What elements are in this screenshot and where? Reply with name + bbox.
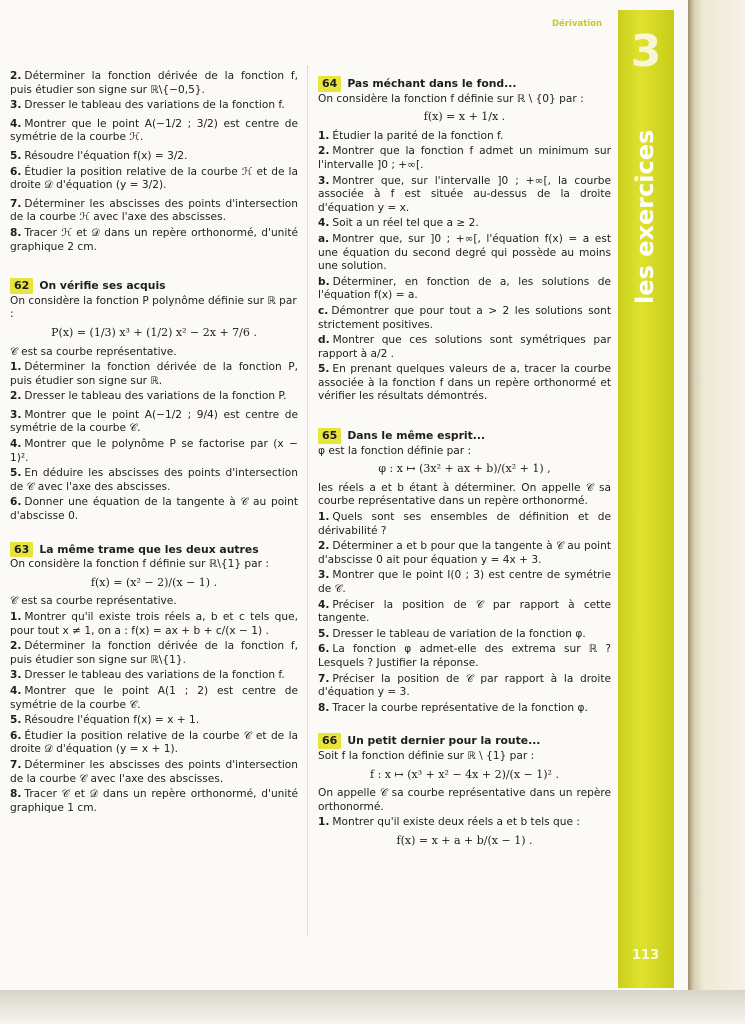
exercise-number-badge: 65 <box>318 428 341 444</box>
item-text: Résoudre l'équation f(x) = 3/2. <box>24 149 188 162</box>
item-number: 6. <box>10 496 22 509</box>
item-text: Résoudre l'équation f(x) = x + 1. <box>24 714 200 727</box>
formula: f(x) = (x² − 2)/(x − 1) . <box>90 575 218 589</box>
question-item <box>10 730 298 757</box>
formula: f(x) = x + 1/x . <box>423 110 506 124</box>
item-text: En prenant quelques valeurs de a, tracer la courbe associée à la fonction f dans un repère orthonormé et vérifier les résultats démontrés. <box>318 363 611 403</box>
question-item <box>318 628 611 642</box>
exercise-number-badge: 62 <box>10 278 33 294</box>
item-number: 6. <box>318 643 330 656</box>
item-number: 1. <box>318 511 330 524</box>
item-number: 7. <box>318 672 330 685</box>
question-item <box>10 611 298 638</box>
item-number: 4. <box>318 217 330 230</box>
item-number: 8. <box>10 788 22 801</box>
item-number: 3. <box>10 99 22 112</box>
item-number: 4. <box>318 598 330 611</box>
chapter-number: 3 <box>630 26 662 77</box>
item-number: b. <box>318 275 330 288</box>
item-text: Démontrer que pour tout a > 2 les solutions sont strictement positives. <box>318 304 611 331</box>
formula: P(x) = (1/3) x³ + (1/2) x² − 2x + 7/6 . <box>51 325 257 339</box>
item-text: Dresser le tableau des variations de la fonction f. <box>24 99 285 112</box>
question-item <box>10 409 298 436</box>
item-text: Préciser la position de 𝒞 par rapport à la droite d'équation y = 3. <box>318 672 611 699</box>
item-number: 1. <box>10 611 22 623</box>
question-item <box>318 702 611 716</box>
exercise-title: Un petit dernier pour la route... <box>347 734 541 748</box>
exercise-title: On vérifie ses acquis <box>39 279 166 293</box>
right-column <box>318 76 611 854</box>
question-item <box>10 685 298 712</box>
item-text: Montrer que ces solutions sont symétriques par rapport à a/2 . <box>318 334 611 360</box>
question-item <box>10 99 298 113</box>
item-number: 7. <box>10 197 22 210</box>
item-text: Montrer qu'il existe deux réels a et b tels que : <box>332 816 580 829</box>
question-item <box>318 130 611 144</box>
item-number: 4. <box>10 117 22 130</box>
exercise-header <box>318 428 611 444</box>
item-number: 5. <box>10 149 22 162</box>
item-text: Montrer que le polynôme P se factorise par (x − 1)². <box>10 438 298 464</box>
item-number: 6. <box>10 729 22 742</box>
item-number: 8. <box>10 226 22 239</box>
item-text: Étudier la position relative de la courbe ℋ et de la droite 𝒟 d'équation (y = 3/2). <box>10 165 298 192</box>
item-number: 5. <box>10 467 22 480</box>
exercise-62 <box>10 278 298 524</box>
exercise-number-badge: 64 <box>318 76 341 92</box>
question-item <box>10 669 298 683</box>
exercise-note: On appelle 𝒞 sa courbe représentative dans un repère orthonormé. <box>318 787 611 813</box>
item-number: 1. <box>318 816 330 829</box>
question-item <box>318 673 611 700</box>
question-item <box>10 467 298 494</box>
item-text: La fonction φ admet-elle des extrema sur ℝ ? Lesquels ? Justifier la réponse. <box>318 643 611 669</box>
item-number: 1. <box>318 129 330 142</box>
item-text: Tracer la courbe représentative de la fonction φ. <box>332 701 588 714</box>
item-number: 2. <box>318 145 330 158</box>
question-item <box>318 643 611 670</box>
item-number: a. <box>318 232 330 245</box>
item-text: Étudier la position relative de la courbe 𝒞 et de la droite 𝒟 d'équation (y = x + 1). <box>10 729 298 756</box>
item-number: 5. <box>318 627 330 640</box>
exercise-intro: Soit f la fonction définie sur ℝ \ {1} par : <box>318 749 535 762</box>
question-item <box>318 816 611 830</box>
chapter-sidebar <box>618 10 674 988</box>
exercise-intro: On considère la fonction f définie sur ℝ\{1} par : <box>10 558 269 571</box>
question-item <box>318 540 611 567</box>
question-item <box>318 233 611 274</box>
item-number: 6. <box>10 165 22 178</box>
question-item <box>10 150 298 164</box>
item-number: 2. <box>10 70 22 82</box>
question-item <box>10 438 298 465</box>
question-item <box>10 198 298 225</box>
exercise-header <box>318 76 611 92</box>
item-text: Dresser le tableau des variations de la fonction P. <box>24 390 287 403</box>
question-item <box>10 70 298 97</box>
item-number: 5. <box>318 363 330 376</box>
question-item <box>10 227 298 254</box>
question-item <box>318 175 611 216</box>
exercise-title: Dans le même esprit... <box>347 429 486 443</box>
question-item <box>318 217 611 231</box>
exercise-number-badge: 66 <box>318 733 341 749</box>
ex61-continued <box>10 70 298 254</box>
item-text: Montrer que le point A(−1/2 ; 9/4) est centre de symétrie de la courbe 𝒞. <box>10 408 298 435</box>
item-number: 3. <box>318 174 330 187</box>
question-item <box>318 363 611 404</box>
item-text: Déterminer, en fonction de a, les solutions de l'équation f(x) = a. <box>318 275 611 302</box>
item-text: Tracer 𝒞 et 𝒟 dans un repère orthonormé, d'unité graphique 1 cm. <box>10 788 298 814</box>
item-text: Montrer que la fonction f admet un minimum sur l'intervalle ]0 ; +∞[. <box>318 145 611 171</box>
item-text: Donner une équation de la tangente à 𝒞 au point d'abscisse 0. <box>10 496 298 523</box>
item-text: Déterminer la fonction dérivée de la fonction f, puis étudier son signe sur ℝ\{−0,5}. <box>10 70 298 96</box>
question-item <box>10 390 298 404</box>
question-item <box>318 569 611 596</box>
formula: φ : x ↦ (3x² + ax + b)/(x² + 1) , <box>378 462 551 476</box>
exercise-intro: On considère la fonction f définie sur ℝ \ {0} par : <box>318 92 584 105</box>
item-text: Tracer ℋ et 𝒟 dans un repère orthonormé, d'unité graphique 2 cm. <box>10 226 298 253</box>
item-number: 3. <box>318 569 330 582</box>
question-item <box>10 788 298 815</box>
question-item <box>10 496 298 523</box>
item-number: 7. <box>10 758 22 771</box>
exercise-title: Pas méchant dans le fond... <box>347 77 517 90</box>
section-label: Dérivation <box>552 19 603 29</box>
exercise-note: 𝒞 est sa courbe représentative. <box>10 345 177 358</box>
item-number: 4. <box>10 684 22 697</box>
question-item <box>318 599 611 626</box>
item-text: Montrer qu'il existe trois réels a, b et c tels que, pour tout x ≠ 1, on a : f(x) = ax + b + c/(x − 1) . <box>10 611 298 637</box>
question-item <box>10 361 298 388</box>
item-number: d. <box>318 334 330 347</box>
question-item <box>318 334 611 361</box>
item-number: 2. <box>318 540 330 553</box>
item-text: Montrer que le point I(0 ; 3) est centre de symétrie de 𝒞. <box>318 569 611 595</box>
scan-bottom-margin <box>0 990 745 1024</box>
question-item <box>318 511 611 538</box>
item-text: Montrer que, sur ]0 ; +∞[, l'équation f(x) = a est une équation du second degré qui possède au moins une solution. <box>318 232 611 273</box>
page-number: 113 <box>632 948 660 963</box>
question-item <box>10 714 298 728</box>
question-item <box>318 305 611 332</box>
item-text: Montrer que le point A(−1/2 ; 3/2) est centre de symétrie de la courbe ℋ. <box>10 117 298 144</box>
question-item <box>318 276 611 303</box>
item-number: 5. <box>10 714 22 727</box>
question-item <box>10 759 298 786</box>
question-item <box>318 145 611 172</box>
exercise-note: 𝒞 est sa courbe représentative. <box>10 595 177 608</box>
exercise-header <box>10 542 298 558</box>
item-text: Préciser la position de 𝒞 par rapport à cette tangente. <box>318 598 611 625</box>
column-divider <box>307 66 308 936</box>
question-item <box>10 166 298 193</box>
item-number: 1. <box>10 361 22 374</box>
item-text: Étudier la parité de la fonction f. <box>332 129 504 142</box>
exercise-intro: On considère la fonction P polynôme définie sur ℝ par : <box>10 294 297 321</box>
item-text: Dresser le tableau des variations de la fonction f. <box>24 669 285 682</box>
formula: f(x) = x + a + b/(x − 1) . <box>396 833 533 847</box>
book-binding-edge <box>688 0 745 990</box>
question-item <box>10 118 298 145</box>
exercise-title: La même trame que les deux autres <box>39 542 259 556</box>
exercise-header <box>10 278 298 294</box>
exercise-65 <box>318 428 611 715</box>
item-number: 4. <box>10 438 22 451</box>
item-text: Soit a un réel tel que a ≥ 2. <box>332 217 479 230</box>
item-number: 2. <box>10 390 22 403</box>
exercise-number-badge: 63 <box>10 542 33 558</box>
item-number: c. <box>318 304 329 317</box>
formula: f : x ↦ (x³ + x² − 4x + 2)/(x − 1)² . <box>370 767 559 781</box>
exercise-note: les réels a et b étant à déterminer. On appelle 𝒞 sa courbe représentative dans un repère orthonormé. <box>318 481 611 508</box>
item-text: Dresser le tableau de variation de la fonction φ. <box>332 627 586 640</box>
exercise-63 <box>10 542 298 816</box>
item-text: Quels sont ses ensembles de définition et de dérivabilité ? <box>318 511 611 537</box>
item-number: 3. <box>10 669 22 682</box>
item-text: En déduire les abscisses des points d'intersection de 𝒞 avec l'axe des abscisses. <box>10 467 298 493</box>
item-text: Déterminer la fonction dérivée de la fonction P, puis étudier son signe sur ℝ. <box>10 361 298 387</box>
question-item <box>10 640 298 667</box>
item-text: Déterminer la fonction dérivée de la fonction f, puis étudier son signe sur ℝ\{1}. <box>10 640 298 666</box>
item-number: 8. <box>318 701 330 714</box>
exercise-66 <box>318 733 611 847</box>
sidebar-title: les exercices <box>631 129 660 304</box>
item-text: Montrer que, sur l'intervalle ]0 ; +∞[, la courbe associée à f est située au-dessus de la droite d'équation y = x. <box>318 174 611 214</box>
item-text: Déterminer a et b pour que la tangente à 𝒞 au point d'abscisse 0 ait pour équation y = 4x + 3. <box>318 540 611 566</box>
item-text: Déterminer les abscisses des points d'intersection de la courbe ℋ avec l'axe des abscisses. <box>10 197 298 224</box>
exercise-64 <box>318 76 611 404</box>
item-text: Déterminer les abscisses des points d'intersection de la courbe 𝒞 avec l'axe des abscisses. <box>10 758 298 785</box>
exercise-intro: φ est la fonction définie par : <box>318 444 472 457</box>
item-text: Montrer que le point A(1 ; 2) est centre de symétrie de la courbe 𝒞. <box>10 684 298 711</box>
item-number: 3. <box>10 408 22 421</box>
exercise-header <box>318 733 611 749</box>
left-column <box>10 70 298 817</box>
item-number: 2. <box>10 640 22 653</box>
